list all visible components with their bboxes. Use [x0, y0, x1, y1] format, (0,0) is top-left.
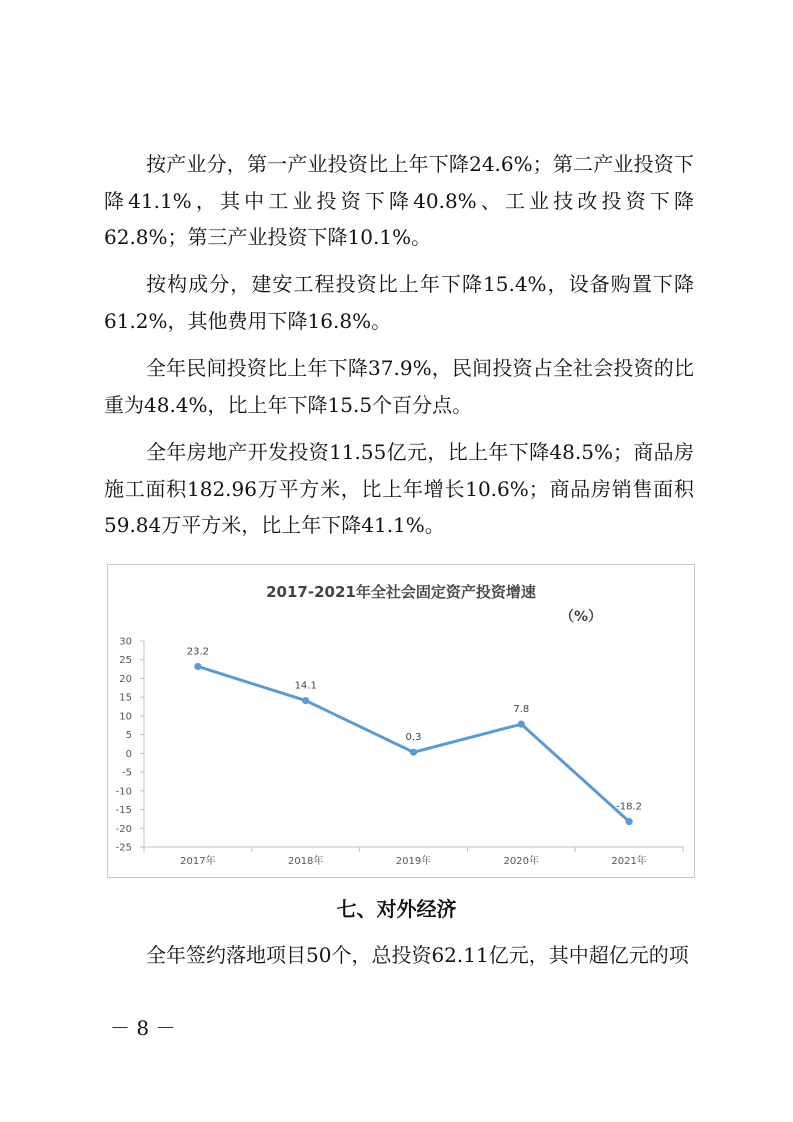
- data-point: [194, 663, 201, 670]
- data-point: [410, 749, 417, 756]
- page-number: － 8 －: [110, 1016, 176, 1040]
- investment-growth-chart: [107, 564, 695, 878]
- x-tick-label: 2017年: [180, 856, 216, 867]
- data-label: 14.1: [294, 680, 317, 692]
- data-label: 7.8: [513, 704, 530, 716]
- x-tick-label: 2018年: [287, 856, 324, 867]
- y-tick-label: -25: [115, 842, 132, 854]
- chart-svg: [108, 565, 694, 877]
- paragraph-composition: 按构成分，建安工程投资比上年下降15.4%，设备购置下降61.2%，其他费用下降16.8%。: [104, 272, 694, 333]
- series-line: [198, 666, 629, 821]
- chart-title: 2017-2021年全社会固定资产投资增速: [266, 583, 536, 601]
- paragraph-industry: 按产业分，第一产业投资比上年下降24.6%；第二产业投资下降41.1%，其中工业投资下降40.8%、工业技改投资下降62.8%；第三产业投资下降10.1%。: [104, 152, 694, 249]
- y-tick-label: 5: [125, 730, 132, 742]
- y-tick-label: 15: [119, 692, 132, 704]
- data-point: [626, 818, 633, 825]
- y-tick-label: -20: [115, 823, 132, 835]
- y-tick-label: 20: [119, 673, 132, 685]
- section-heading: 七、对外经济: [336, 897, 457, 921]
- y-tick-label: 0: [125, 748, 132, 760]
- y-tick-label: 30: [119, 636, 132, 648]
- data-point: [518, 721, 525, 728]
- data-label: -18.2: [616, 801, 643, 813]
- x-tick-label: 2019年: [395, 856, 432, 867]
- paragraph-private-investment: 全年民间投资比上年下降37.9%，民间投资占全社会投资的比重为48.4%，比上年下降15.5个百分点。: [104, 356, 694, 417]
- paragraph-external-economy: 全年签约落地项目50个，总投资62.11亿元，其中超亿元的项: [146, 943, 689, 967]
- chart-unit-label: （%）: [560, 609, 603, 625]
- data-label: 23.2: [186, 646, 210, 658]
- data-point: [302, 697, 309, 704]
- y-tick-label: -15: [115, 805, 132, 817]
- data-label: 0.3: [405, 732, 422, 744]
- paragraph-real-estate: 全年房地产开发投资11.55亿元，比上年下降48.5%；商品房施工面积182.96万平方米，比上年增长10.6%；商品房销售面积59.84万平方米，比上年下降41.1%。: [104, 440, 694, 537]
- y-tick-label: 10: [119, 711, 132, 723]
- y-tick-label: 25: [119, 655, 132, 667]
- y-tick-label: -5: [122, 767, 132, 779]
- x-tick-label: 2021年: [611, 856, 647, 867]
- x-tick-label: 2020年: [503, 856, 540, 867]
- y-tick-label: -10: [115, 786, 132, 798]
